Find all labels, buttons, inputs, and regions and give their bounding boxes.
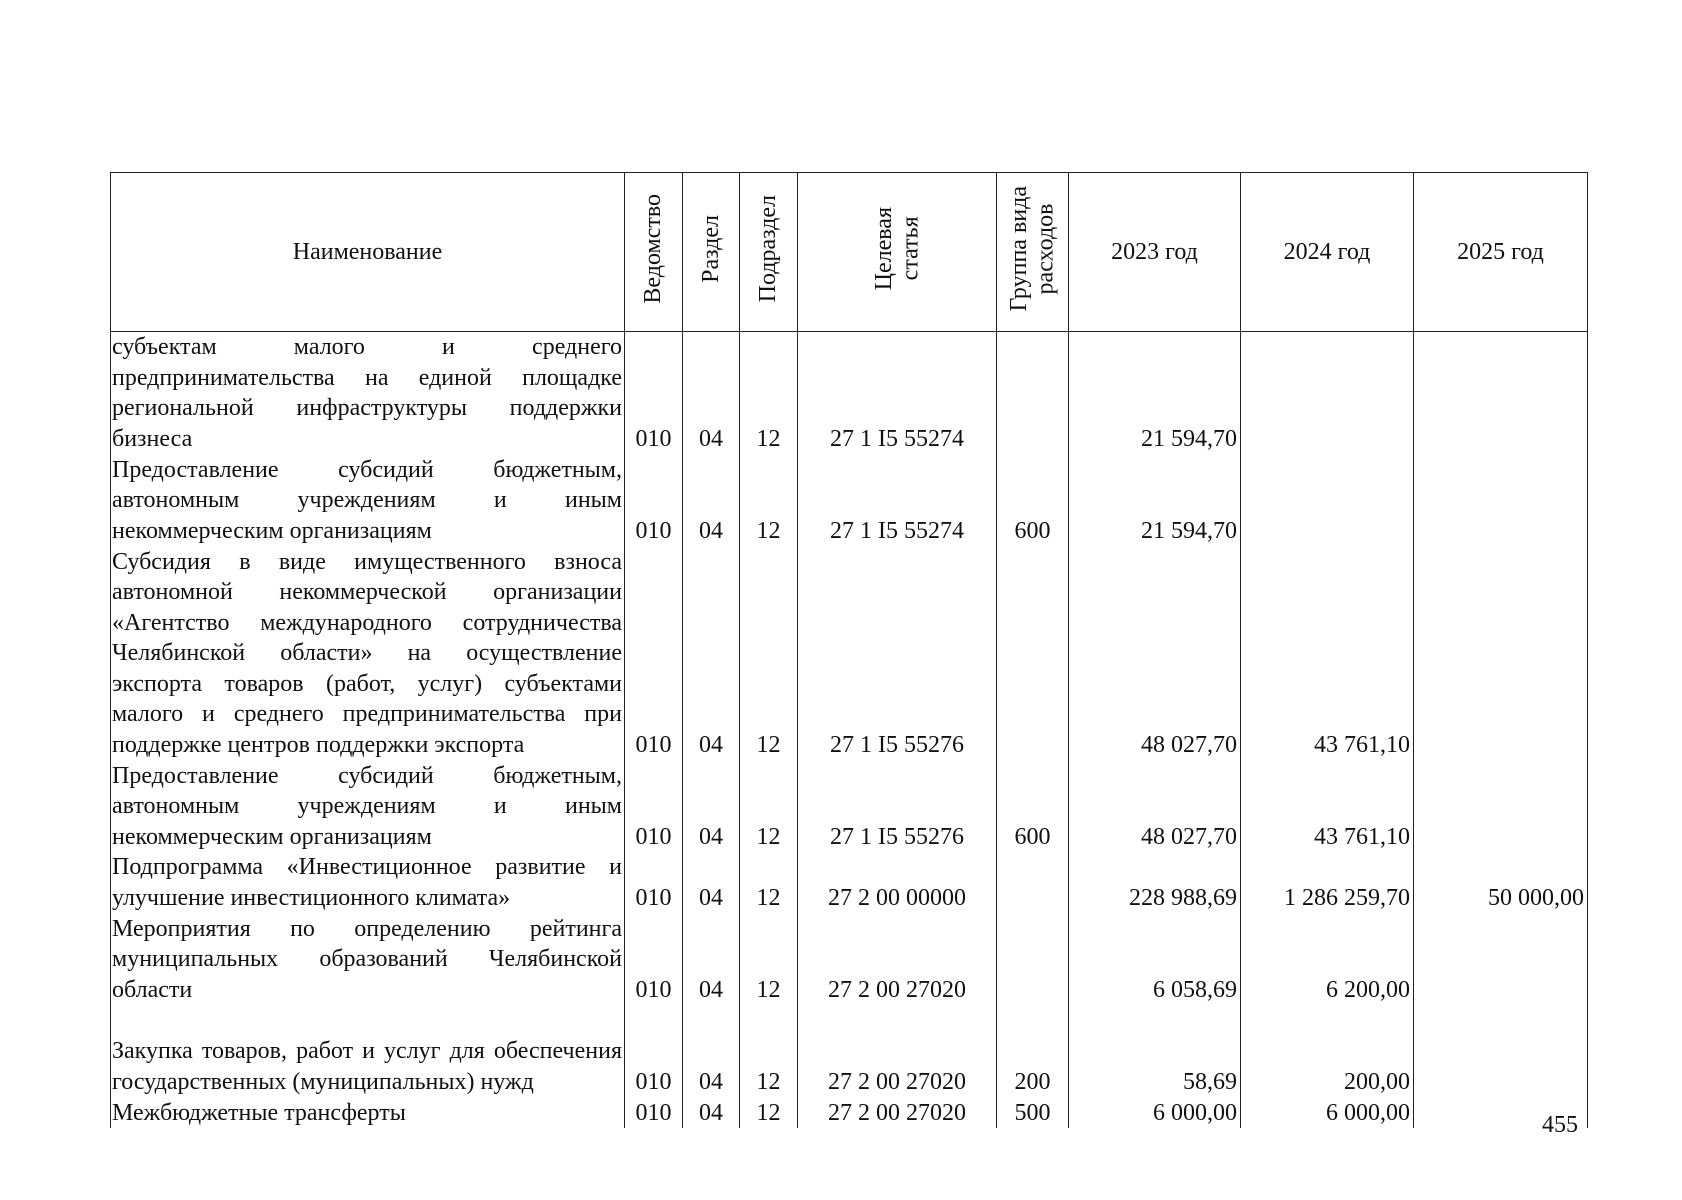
row-expense-group: 600 <box>997 760 1069 852</box>
row-section: 04 <box>683 546 740 760</box>
row-department: 010 <box>625 1097 683 1128</box>
row-expense-group <box>997 913 1069 1005</box>
row-department: 010 <box>625 913 683 1005</box>
row-2024: 1 286 259,70 <box>1241 852 1414 913</box>
row-target-article: 27 2 00 27020 <box>798 1097 997 1128</box>
row-subsection: 12 <box>740 546 798 760</box>
row-subsection: 12 <box>740 1005 798 1097</box>
row-2023: 58,69 <box>1069 1005 1241 1097</box>
row-department: 010 <box>625 332 683 455</box>
row-subsection: 12 <box>740 1097 798 1128</box>
row-2024: 43 761,10 <box>1241 546 1414 760</box>
row-section: 04 <box>683 332 740 455</box>
table-row <box>111 454 1588 546</box>
row-2023: 6 000,00 <box>1069 1097 1241 1128</box>
header-expense-group <box>997 173 1069 332</box>
budget-table-container <box>110 172 1588 1128</box>
row-section: 04 <box>683 760 740 852</box>
row-expense-group <box>997 852 1069 913</box>
row-department: 010 <box>625 760 683 852</box>
row-expense-group <box>997 546 1069 760</box>
row-name: Межбюджетные трансферты <box>111 1097 625 1128</box>
header-target-article-line2: статья <box>897 216 923 281</box>
row-2025 <box>1414 332 1588 455</box>
row-department: 010 <box>625 454 683 546</box>
header-expense-group-line1: Группа вида <box>1006 185 1033 312</box>
row-section: 04 <box>683 852 740 913</box>
row-2025 <box>1414 454 1588 546</box>
header-2023: 2023 год <box>1069 173 1241 332</box>
row-2025 <box>1414 760 1588 852</box>
table-row <box>111 332 1588 455</box>
row-expense-group: 200 <box>997 1005 1069 1097</box>
header-subsection-label: Подраздел <box>755 194 782 303</box>
row-2023: 21 594,70 <box>1069 332 1241 455</box>
header-expense-group-line2: расходов <box>1032 203 1059 294</box>
row-section: 04 <box>683 454 740 546</box>
row-2023: 228 988,69 <box>1069 852 1241 913</box>
row-target-article: 27 1 I5 55276 <box>798 760 997 852</box>
row-2024: 6 200,00 <box>1241 913 1414 1005</box>
row-department: 010 <box>625 546 683 760</box>
row-subsection: 12 <box>740 852 798 913</box>
budget-table <box>110 172 1588 1128</box>
row-expense-group: 600 <box>997 454 1069 546</box>
row-name: Мероприятия по определению рейтинга муниципальных образований Челябинской области <box>111 913 625 1005</box>
row-target-article: 27 1 I5 55276 <box>798 546 997 760</box>
row-2024 <box>1241 332 1414 455</box>
row-name: Подпрограмма «Инвестиционное развитие и улучшение инвестиционного климата» <box>111 852 625 913</box>
row-department: 010 <box>625 852 683 913</box>
header-2025: 2025 год <box>1414 173 1588 332</box>
row-target-article: 27 1 I5 55274 <box>798 454 997 546</box>
row-subsection: 12 <box>740 913 798 1005</box>
row-expense-group <box>997 332 1069 455</box>
row-section: 04 <box>683 1097 740 1128</box>
table-row <box>111 852 1588 913</box>
row-expense-group: 500 <box>997 1097 1069 1128</box>
page-number: 455 <box>1542 1112 1578 1138</box>
row-2023: 48 027,70 <box>1069 760 1241 852</box>
table-row <box>111 1097 1588 1128</box>
row-target-article: 27 2 00 00000 <box>798 852 997 913</box>
row-2023: 6 058,69 <box>1069 913 1241 1005</box>
row-2024: 43 761,10 <box>1241 760 1414 852</box>
header-subsection <box>740 173 798 332</box>
row-name: Закупка товаров, работ и услуг для обеспечения государственных (муниципальных) нужд <box>111 1005 625 1097</box>
row-name: Предоставление субсидий бюджетным, автономным учреждениям и иным некоммерческим организациям <box>111 760 625 852</box>
row-2023: 21 594,70 <box>1069 454 1241 546</box>
table-row <box>111 760 1588 852</box>
header-name: Наименование <box>111 173 625 332</box>
row-name: Предоставление субсидий бюджетным, автономным учреждениям и иным некоммерческим организациям <box>111 454 625 546</box>
row-subsection: 12 <box>740 332 798 455</box>
row-2025: 50 000,00 <box>1414 852 1588 913</box>
table-row <box>111 913 1588 1005</box>
header-section <box>683 173 740 332</box>
row-section: 04 <box>683 1005 740 1097</box>
row-name: Субсидия в виде имущественного взноса автономной некоммерческой организации «Агентство международного сотрудничества Челябинской области» на осуществление экспорта товаров (работ, услуг) субъектами малого и среднего предпринимательства при поддержке центров поддержки экспорта <box>111 546 625 760</box>
row-name: субъектам малого и среднего предпринимательства на единой площадке региональной инфраструктуры поддержки бизнеса <box>111 332 625 455</box>
table-row <box>111 546 1588 760</box>
row-subsection: 12 <box>740 760 798 852</box>
row-2025 <box>1414 913 1588 1005</box>
row-subsection: 12 <box>740 454 798 546</box>
header-target-article <box>798 173 997 332</box>
header-department <box>625 173 683 332</box>
row-2024: 200,00 <box>1241 1005 1414 1097</box>
row-2025 <box>1414 1005 1588 1097</box>
table-header-row <box>111 173 1588 332</box>
table-row <box>111 1005 1588 1097</box>
row-target-article: 27 1 I5 55274 <box>798 332 997 455</box>
row-target-article: 27 2 00 27020 <box>798 913 997 1005</box>
header-section-label: Раздел <box>697 214 724 283</box>
header-department-label: Ведомство <box>640 193 667 304</box>
row-2025 <box>1414 546 1588 760</box>
row-2024 <box>1241 454 1414 546</box>
row-2024: 6 000,00 <box>1241 1097 1414 1128</box>
header-2024: 2024 год <box>1241 173 1414 332</box>
row-department: 010 <box>625 1005 683 1097</box>
header-target-article-line1: Целевая <box>870 206 897 291</box>
row-target-article: 27 2 00 27020 <box>798 1005 997 1097</box>
row-section: 04 <box>683 913 740 1005</box>
row-2023: 48 027,70 <box>1069 546 1241 760</box>
